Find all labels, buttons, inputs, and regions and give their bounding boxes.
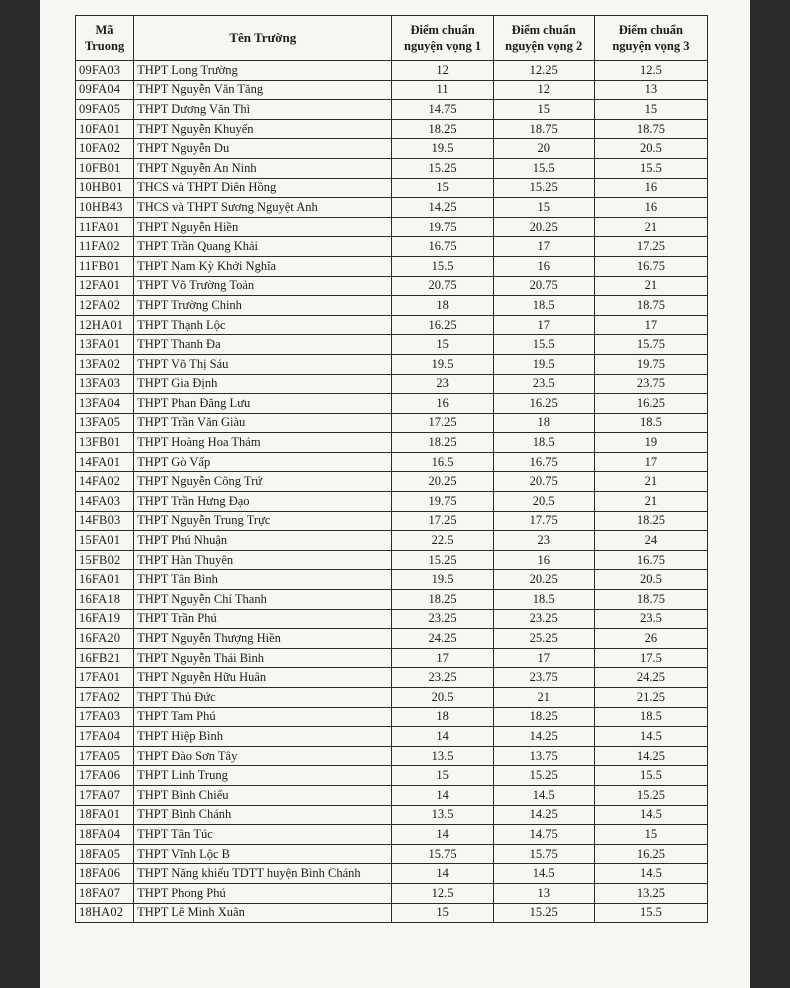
score-nv1-cell: 16: [392, 394, 493, 414]
score-nv1-cell: 12.5: [392, 883, 493, 903]
score-nv2-cell: 18.5: [493, 433, 594, 453]
school-code-cell: 10HB43: [76, 198, 134, 218]
score-nv3-cell: 14.5: [594, 727, 707, 747]
school-name-cell: THPT Trần Quang Khải: [134, 237, 392, 257]
table-row: [76, 217, 708, 237]
score-nv3-cell: 15.5: [594, 766, 707, 786]
school-name-cell: THPT Hàn Thuyên: [134, 550, 392, 570]
score-nv1-cell: 17.25: [392, 413, 493, 433]
school-code-cell: 10FB01: [76, 158, 134, 178]
score-nv3-cell: 26: [594, 629, 707, 649]
score-nv1-cell: 17: [392, 648, 493, 668]
score-nv1-cell: 24.25: [392, 629, 493, 649]
score-nv2-cell: 16.75: [493, 452, 594, 472]
school-code-cell: 11FA02: [76, 237, 134, 257]
score-nv2-cell: 18: [493, 413, 594, 433]
score-nv3-cell: 18.5: [594, 707, 707, 727]
score-nv1-cell: 15.25: [392, 550, 493, 570]
score-nv3-cell: 21: [594, 492, 707, 512]
school-code-cell: 11FA01: [76, 217, 134, 237]
table-row: [76, 492, 708, 512]
score-nv1-cell: 16.25: [392, 315, 493, 335]
score-nv1-cell: 19.75: [392, 492, 493, 512]
score-nv3-cell: 23.5: [594, 609, 707, 629]
table-row: [76, 590, 708, 610]
score-nv2-cell: 17: [493, 315, 594, 335]
score-nv2-cell: 15.25: [493, 178, 594, 198]
table-row: [76, 727, 708, 747]
score-nv2-cell: 13: [493, 883, 594, 903]
score-nv1-cell: 14.25: [392, 198, 493, 218]
school-code-cell: 16FA01: [76, 570, 134, 590]
document-page: [40, 0, 750, 988]
score-nv1-cell: 23.25: [392, 609, 493, 629]
score-nv2-cell: 16: [493, 550, 594, 570]
school-name-cell: THPT Tân Bình: [134, 570, 392, 590]
school-code-cell: 12HA01: [76, 315, 134, 335]
school-name-cell: THPT Nam Kỳ Khởi Nghĩa: [134, 256, 392, 276]
school-code-cell: 10FA02: [76, 139, 134, 159]
score-nv2-cell: 17: [493, 648, 594, 668]
school-name-cell: THPT Nguyễn Trung Trực: [134, 511, 392, 531]
score-nv3-cell: 15.5: [594, 903, 707, 923]
school-code-cell: 15FB02: [76, 550, 134, 570]
score-nv1-cell: 15.5: [392, 256, 493, 276]
header-school-code: Mã Truong: [76, 16, 134, 61]
school-name-cell: THPT Long Trường: [134, 61, 392, 81]
school-code-cell: 18FA04: [76, 825, 134, 845]
score-nv3-cell: 16.75: [594, 550, 707, 570]
score-nv1-cell: 16.75: [392, 237, 493, 257]
score-nv3-cell: 19: [594, 433, 707, 453]
admission-score-table: [75, 15, 708, 923]
score-nv2-cell: 21: [493, 688, 594, 708]
school-name-cell: THPT Nguyễn Thái Bình: [134, 648, 392, 668]
score-nv2-cell: 20.25: [493, 570, 594, 590]
table-row: [76, 511, 708, 531]
school-name-cell: THPT Năng khiếu TDTT huyện Bình Chánh: [134, 864, 392, 884]
table-row: [76, 413, 708, 433]
school-name-cell: THPT Võ Trường Toản: [134, 276, 392, 296]
table-row: [76, 237, 708, 257]
score-nv2-cell: 14.5: [493, 864, 594, 884]
table-row: [76, 883, 708, 903]
score-nv2-cell: 14.5: [493, 785, 594, 805]
score-nv1-cell: 14: [392, 864, 493, 884]
score-nv2-cell: 20.75: [493, 472, 594, 492]
school-code-cell: 16FA20: [76, 629, 134, 649]
table-row: [76, 688, 708, 708]
header-school-name: Tên Trường: [134, 16, 392, 61]
table-row: [76, 707, 708, 727]
school-code-cell: 09FA04: [76, 80, 134, 100]
table-row: [76, 452, 708, 472]
score-nv3-cell: 21.25: [594, 688, 707, 708]
school-name-cell: THPT Nguyễn Du: [134, 139, 392, 159]
score-nv3-cell: 14.25: [594, 746, 707, 766]
school-name-cell: THPT Thủ Đức: [134, 688, 392, 708]
table-row: [76, 139, 708, 159]
table-row: [76, 903, 708, 923]
school-name-cell: THPT Nguyễn Khuyến: [134, 119, 392, 139]
score-nv2-cell: 17: [493, 237, 594, 257]
score-nv1-cell: 13.5: [392, 805, 493, 825]
school-name-cell: THPT Thanh Đa: [134, 335, 392, 355]
school-code-cell: 16FB21: [76, 648, 134, 668]
school-code-cell: 11FB01: [76, 256, 134, 276]
score-nv3-cell: 21: [594, 217, 707, 237]
school-code-cell: 13FA01: [76, 335, 134, 355]
school-name-cell: THCS và THPT Sương Nguyệt Anh: [134, 198, 392, 218]
table-row: [76, 531, 708, 551]
score-nv2-cell: 14.75: [493, 825, 594, 845]
table-row: [76, 80, 708, 100]
header-score-nv1: Điểm chuẩn nguyện vọng 1: [392, 16, 493, 61]
score-nv1-cell: 16.5: [392, 452, 493, 472]
score-nv1-cell: 18.25: [392, 433, 493, 453]
score-nv3-cell: 14.5: [594, 805, 707, 825]
school-name-cell: THPT Trần Văn Giàu: [134, 413, 392, 433]
school-name-cell: THCS và THPT Diên Hồng: [134, 178, 392, 198]
score-nv1-cell: 15: [392, 903, 493, 923]
school-name-cell: THPT Nguyễn Hiền: [134, 217, 392, 237]
header-score-nv3: Điểm chuẩn nguyện vọng 3: [594, 16, 707, 61]
table-row: [76, 296, 708, 316]
school-name-cell: THPT Hiệp Bình: [134, 727, 392, 747]
score-nv3-cell: 13: [594, 80, 707, 100]
score-nv3-cell: 15: [594, 825, 707, 845]
score-nv1-cell: 15.75: [392, 844, 493, 864]
school-code-cell: 12FA02: [76, 296, 134, 316]
school-name-cell: THPT Nguyễn Công Trứ: [134, 472, 392, 492]
score-nv3-cell: 24.25: [594, 668, 707, 688]
score-nv3-cell: 21: [594, 472, 707, 492]
school-name-cell: THPT Thạnh Lộc: [134, 315, 392, 335]
header-score-nv2: Điểm chuẩn nguyện vọng 2: [493, 16, 594, 61]
table-row: [76, 158, 708, 178]
school-name-cell: THPT Gia Định: [134, 374, 392, 394]
score-nv3-cell: 14.5: [594, 864, 707, 884]
school-name-cell: THPT Nguyễn Hữu Huân: [134, 668, 392, 688]
school-name-cell: THPT Lê Minh Xuân: [134, 903, 392, 923]
score-nv3-cell: 16: [594, 198, 707, 218]
score-nv2-cell: 15: [493, 100, 594, 120]
score-nv1-cell: 18: [392, 296, 493, 316]
score-nv1-cell: 14.75: [392, 100, 493, 120]
score-nv2-cell: 20.75: [493, 276, 594, 296]
score-nv1-cell: 13.5: [392, 746, 493, 766]
school-code-cell: 18FA01: [76, 805, 134, 825]
table-row: [76, 354, 708, 374]
school-code-cell: 12FA01: [76, 276, 134, 296]
score-nv2-cell: 18.5: [493, 590, 594, 610]
school-code-cell: 10HB01: [76, 178, 134, 198]
table-row: [76, 864, 708, 884]
score-nv3-cell: 12.5: [594, 61, 707, 81]
school-code-cell: 15FA01: [76, 531, 134, 551]
table-body: [76, 61, 708, 923]
score-nv1-cell: 20.75: [392, 276, 493, 296]
school-code-cell: 18FA05: [76, 844, 134, 864]
score-nv1-cell: 15: [392, 178, 493, 198]
school-code-cell: 17FA07: [76, 785, 134, 805]
score-nv2-cell: 15.5: [493, 335, 594, 355]
score-nv2-cell: 16: [493, 256, 594, 276]
score-nv3-cell: 17.5: [594, 648, 707, 668]
school-code-cell: 13FB01: [76, 433, 134, 453]
score-nv1-cell: 19.5: [392, 354, 493, 374]
table-row: [76, 629, 708, 649]
school-name-cell: THPT Bình Chánh: [134, 805, 392, 825]
school-code-cell: 17FA05: [76, 746, 134, 766]
table-row: [76, 746, 708, 766]
school-code-cell: 13FA05: [76, 413, 134, 433]
table-row: [76, 256, 708, 276]
score-nv1-cell: 18: [392, 707, 493, 727]
score-nv2-cell: 23.75: [493, 668, 594, 688]
score-nv3-cell: 16.75: [594, 256, 707, 276]
school-name-cell: THPT Trần Hưng Đạo: [134, 492, 392, 512]
score-nv1-cell: 11: [392, 80, 493, 100]
score-nv1-cell: 18.25: [392, 590, 493, 610]
school-name-cell: THPT Phan Đăng Lưu: [134, 394, 392, 414]
school-name-cell: THPT Võ Thị Sáu: [134, 354, 392, 374]
table-row: [76, 61, 708, 81]
school-name-cell: THPT Nguyễn An Ninh: [134, 158, 392, 178]
school-code-cell: 13FA04: [76, 394, 134, 414]
table-row: [76, 315, 708, 335]
score-nv3-cell: 19.75: [594, 354, 707, 374]
table-row: [76, 648, 708, 668]
table-header: [76, 16, 708, 61]
school-name-cell: THPT Phú Nhuận: [134, 531, 392, 551]
school-name-cell: THPT Dương Văn Thì: [134, 100, 392, 120]
score-nv2-cell: 15.25: [493, 766, 594, 786]
score-nv3-cell: 23.75: [594, 374, 707, 394]
score-nv3-cell: 17.25: [594, 237, 707, 257]
school-code-cell: 09FA03: [76, 61, 134, 81]
school-name-cell: THPT Tam Phú: [134, 707, 392, 727]
score-nv2-cell: 18.75: [493, 119, 594, 139]
score-nv1-cell: 23: [392, 374, 493, 394]
score-nv2-cell: 13.75: [493, 746, 594, 766]
score-nv1-cell: 18.25: [392, 119, 493, 139]
school-name-cell: THPT Bình Chiểu: [134, 785, 392, 805]
score-nv1-cell: 14: [392, 785, 493, 805]
score-nv2-cell: 15.5: [493, 158, 594, 178]
table-row: [76, 276, 708, 296]
school-code-cell: 14FB03: [76, 511, 134, 531]
score-nv3-cell: 15: [594, 100, 707, 120]
table-row: [76, 198, 708, 218]
table-row: [76, 178, 708, 198]
school-code-cell: 17FA06: [76, 766, 134, 786]
score-nv2-cell: 20: [493, 139, 594, 159]
score-nv1-cell: 19.75: [392, 217, 493, 237]
school-code-cell: 14FA03: [76, 492, 134, 512]
school-code-cell: 13FA02: [76, 354, 134, 374]
score-nv1-cell: 14: [392, 825, 493, 845]
score-nv3-cell: 16.25: [594, 844, 707, 864]
score-nv3-cell: 20.5: [594, 139, 707, 159]
table-row: [76, 335, 708, 355]
score-nv3-cell: 18.5: [594, 413, 707, 433]
school-name-cell: THPT Gò Vấp: [134, 452, 392, 472]
school-code-cell: 10FA01: [76, 119, 134, 139]
score-nv2-cell: 17.75: [493, 511, 594, 531]
table-row: [76, 100, 708, 120]
score-nv2-cell: 18.25: [493, 707, 594, 727]
school-code-cell: 17FA03: [76, 707, 134, 727]
score-nv2-cell: 20.25: [493, 217, 594, 237]
school-code-cell: 16FA18: [76, 590, 134, 610]
score-nv2-cell: 15.25: [493, 903, 594, 923]
school-name-cell: THPT Hoàng Hoa Thám: [134, 433, 392, 453]
school-code-cell: 09FA05: [76, 100, 134, 120]
school-name-cell: THPT Linh Trung: [134, 766, 392, 786]
score-nv3-cell: 15.25: [594, 785, 707, 805]
score-nv2-cell: 18.5: [493, 296, 594, 316]
table-row: [76, 805, 708, 825]
table-row: [76, 825, 708, 845]
table-row: [76, 374, 708, 394]
school-code-cell: 17FA04: [76, 727, 134, 747]
score-nv3-cell: 20.5: [594, 570, 707, 590]
score-nv3-cell: 18.25: [594, 511, 707, 531]
school-code-cell: 14FA01: [76, 452, 134, 472]
school-code-cell: 17FA01: [76, 668, 134, 688]
school-name-cell: THPT Phong Phú: [134, 883, 392, 903]
score-nv1-cell: 20.5: [392, 688, 493, 708]
score-nv3-cell: 18.75: [594, 119, 707, 139]
school-name-cell: THPT Vĩnh Lộc B: [134, 844, 392, 864]
school-code-cell: 13FA03: [76, 374, 134, 394]
table-row: [76, 119, 708, 139]
score-nv2-cell: 12: [493, 80, 594, 100]
score-nv2-cell: 16.25: [493, 394, 594, 414]
school-name-cell: THPT Nguyễn Thượng Hiền: [134, 629, 392, 649]
score-nv2-cell: 19.5: [493, 354, 594, 374]
school-code-cell: 16FA19: [76, 609, 134, 629]
score-nv1-cell: 20.25: [392, 472, 493, 492]
score-nv2-cell: 25.25: [493, 629, 594, 649]
table-row: [76, 570, 708, 590]
table-row: [76, 609, 708, 629]
table-row: [76, 766, 708, 786]
school-name-cell: THPT Nguyễn Chí Thanh: [134, 590, 392, 610]
score-nv2-cell: 15.75: [493, 844, 594, 864]
school-code-cell: 18HA02: [76, 903, 134, 923]
table-row: [76, 394, 708, 414]
table-row: [76, 472, 708, 492]
score-nv3-cell: 15.5: [594, 158, 707, 178]
table-row: [76, 550, 708, 570]
school-name-cell: THPT Tân Túc: [134, 825, 392, 845]
table-row: [76, 668, 708, 688]
score-nv1-cell: 19.5: [392, 139, 493, 159]
score-nv1-cell: 22.5: [392, 531, 493, 551]
table-row: [76, 785, 708, 805]
score-nv3-cell: 18.75: [594, 590, 707, 610]
score-nv2-cell: 23: [493, 531, 594, 551]
school-code-cell: 17FA02: [76, 688, 134, 708]
score-nv2-cell: 23.5: [493, 374, 594, 394]
table-row: [76, 433, 708, 453]
table-row: [76, 844, 708, 864]
score-nv3-cell: 21: [594, 276, 707, 296]
school-name-cell: THPT Trường Chinh: [134, 296, 392, 316]
score-nv2-cell: 20.5: [493, 492, 594, 512]
school-code-cell: 18FA07: [76, 883, 134, 903]
score-nv1-cell: 19.5: [392, 570, 493, 590]
score-nv1-cell: 15.25: [392, 158, 493, 178]
score-nv1-cell: 23.25: [392, 668, 493, 688]
score-nv1-cell: 12: [392, 61, 493, 81]
score-nv3-cell: 15.75: [594, 335, 707, 355]
school-name-cell: THPT Nguyễn Văn Tăng: [134, 80, 392, 100]
score-nv1-cell: 15: [392, 335, 493, 355]
score-nv3-cell: 13.25: [594, 883, 707, 903]
score-nv2-cell: 23.25: [493, 609, 594, 629]
school-code-cell: 18FA06: [76, 864, 134, 884]
score-nv2-cell: 15: [493, 198, 594, 218]
score-nv1-cell: 15: [392, 766, 493, 786]
school-code-cell: 14FA02: [76, 472, 134, 492]
score-nv3-cell: 16: [594, 178, 707, 198]
school-name-cell: THPT Trần Phú: [134, 609, 392, 629]
score-nv3-cell: 18.75: [594, 296, 707, 316]
score-nv2-cell: 14.25: [493, 805, 594, 825]
score-nv1-cell: 17.25: [392, 511, 493, 531]
school-name-cell: THPT Đào Sơn Tây: [134, 746, 392, 766]
score-nv3-cell: 24: [594, 531, 707, 551]
score-nv1-cell: 14: [392, 727, 493, 747]
score-nv3-cell: 17: [594, 315, 707, 335]
score-nv3-cell: 16.25: [594, 394, 707, 414]
score-nv2-cell: 14.25: [493, 727, 594, 747]
score-nv2-cell: 12.25: [493, 61, 594, 81]
score-nv3-cell: 17: [594, 452, 707, 472]
